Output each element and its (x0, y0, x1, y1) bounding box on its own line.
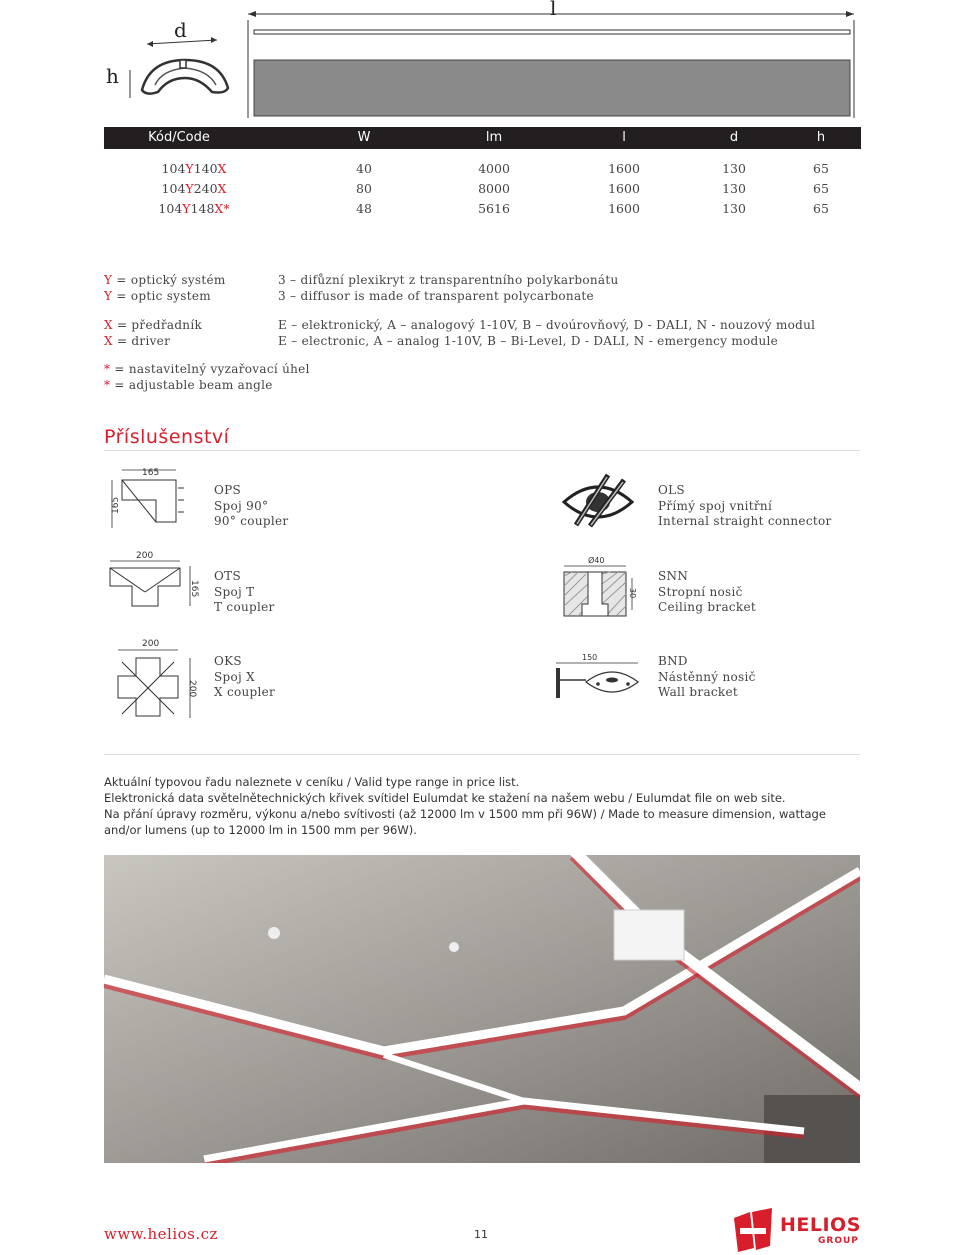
accessory-cz: Spoj X (214, 669, 256, 684)
accessory-cz: Spoj 90° (214, 498, 269, 513)
col-header-w: W (357, 130, 371, 145)
accessory-en: 90° coupler (214, 514, 289, 528)
accessory-code: SNN (658, 569, 689, 583)
col-header-l: l (622, 130, 626, 145)
cell-code: 104Y140X (161, 161, 227, 176)
ops-dim-width: 165 (142, 468, 160, 478)
cell-w: 48 (356, 201, 372, 216)
col-header-code: Kód/Code (148, 130, 210, 145)
accessory-en: Ceiling bracket (658, 600, 757, 614)
legend-y-en-desc: 3 – diffusor is made of transparent polycarbonate (278, 289, 594, 303)
accessory-bnd (658, 654, 756, 701)
accessory-code: OKS (214, 654, 242, 668)
cell-w: 80 (356, 181, 372, 196)
legend-x-cz-desc: E – elektronický, A – analogový 1-10V, B – dvoúrovňový, D - DALI, N - nouzový modul (278, 318, 816, 332)
section-divider (104, 450, 860, 451)
note-line: Na přání úpravy rozměru, výkonu a/nebo svítivosti (až 12000 lm v 1500 mm při 96W) / Made to measure dimension, wattage (104, 807, 826, 821)
table-row (104, 161, 861, 181)
cell-d: 130 (722, 181, 746, 196)
legend-x-en-term: X = driver (104, 334, 171, 348)
cell-d: 130 (722, 201, 746, 216)
oks-dim-width: 200 (142, 639, 160, 649)
notes-block (104, 774, 864, 838)
page-number: 11 (474, 1228, 488, 1241)
profile-cross-section-drawing (100, 30, 240, 110)
dim-h-label: h (106, 64, 119, 88)
legend-star-en: * = adjustable beam angle (104, 378, 273, 392)
note-line: and/or lumens (up to 12000 lm in 1500 mm per 96W). (104, 823, 417, 837)
table-header (104, 127, 861, 149)
legend-star-cz: * = nastavitelný vyzařovací úhel (104, 362, 310, 376)
helios-logo (730, 1208, 860, 1254)
cell-l: 1600 (608, 161, 640, 176)
ols-drawing (558, 470, 638, 532)
accessory-en: Internal straight connector (658, 514, 832, 528)
accessory-en: T coupler (214, 600, 275, 614)
legend-y-cz-term: Y = optický systém (104, 273, 226, 287)
footer-url[interactable]: www.helios.cz (104, 1225, 218, 1243)
cell-h: 65 (813, 201, 829, 216)
accessory-ots (214, 569, 275, 616)
table-row (104, 181, 861, 201)
dim-l-label: l (550, 0, 557, 20)
accessory-cz: Spoj T (214, 584, 255, 599)
ots-dim-height: 165 (189, 580, 199, 598)
accessories-title: Příslušenství (104, 426, 230, 448)
cell-l: 1600 (608, 181, 640, 196)
accessory-code: OLS (658, 483, 685, 497)
brand-name: HELIOS (780, 1214, 861, 1236)
accessory-ols (658, 483, 832, 530)
accessory-en: Wall bracket (658, 685, 739, 699)
snn-dim-height: 30 (628, 588, 637, 599)
legend-x-cz-term: X = předřadník (104, 318, 203, 332)
oks-dim-height: 200 (187, 680, 197, 698)
col-header-lm: lm (485, 130, 503, 145)
cell-l: 1600 (608, 201, 640, 216)
accessory-cz: Přímý spoj vnitřní (658, 498, 773, 513)
note-line: Elektronická data světelnětechnických křivek svítidel Eulumdat ke stažení na našem webu / Eulumdat file on web site. (104, 791, 786, 805)
accessory-code: OTS (214, 569, 241, 583)
cell-code: 104Y148X* (158, 201, 230, 216)
section-divider (104, 754, 860, 755)
accessory-code: OPS (214, 483, 242, 497)
cell-h: 65 (813, 161, 829, 176)
legend-y-en-term: Y = optic system (104, 289, 211, 303)
col-header-d: d (729, 130, 739, 145)
accessory-code: BND (658, 654, 688, 668)
accessory-en: X coupler (214, 685, 276, 699)
oks-drawing (104, 634, 204, 724)
cell-lm: 8000 (478, 181, 510, 196)
cell-w: 40 (356, 161, 372, 176)
dim-d-label: d (174, 18, 187, 42)
legend-x-en-desc: E – electronic, A – analog 1-10V, B – Bi-Level, D - DALI, N - emergency module (278, 334, 779, 348)
ops-drawing (104, 462, 194, 532)
snn-dim-diameter: Ø40 (588, 556, 605, 565)
accessory-snn (658, 569, 756, 616)
helios-logo-icon (730, 1208, 776, 1254)
col-header-h: h (816, 130, 826, 145)
table-row (104, 201, 861, 221)
accessory-oks (214, 654, 275, 701)
ops-dim-height: 165 (111, 496, 121, 514)
cell-h: 65 (813, 181, 829, 196)
cell-lm: 5616 (478, 201, 510, 216)
accessory-cz: Stropní nosič (658, 584, 743, 599)
legend-y-cz-desc: 3 – difůzní plexikryt z transparentního polykarbonátu (278, 273, 619, 287)
ots-dim-width: 200 (136, 551, 154, 561)
accessory-ops (214, 483, 288, 530)
snn-drawing (558, 554, 638, 618)
accessory-cz: Nástěnný nosič (658, 669, 756, 684)
cell-d: 130 (722, 161, 746, 176)
note-line: Aktuální typovou řadu naleznete v ceníku / Valid type range in price list. (104, 775, 520, 789)
cell-lm: 4000 (478, 161, 510, 176)
profile-side-view-drawing (242, 6, 862, 126)
cell-code: 104Y240X (161, 181, 227, 196)
brand-sub: GROUP (818, 1236, 859, 1246)
bnd-drawing (552, 650, 642, 702)
installation-photo (104, 855, 860, 1163)
bnd-dim-width: 150 (582, 653, 598, 662)
ots-drawing (104, 548, 204, 610)
